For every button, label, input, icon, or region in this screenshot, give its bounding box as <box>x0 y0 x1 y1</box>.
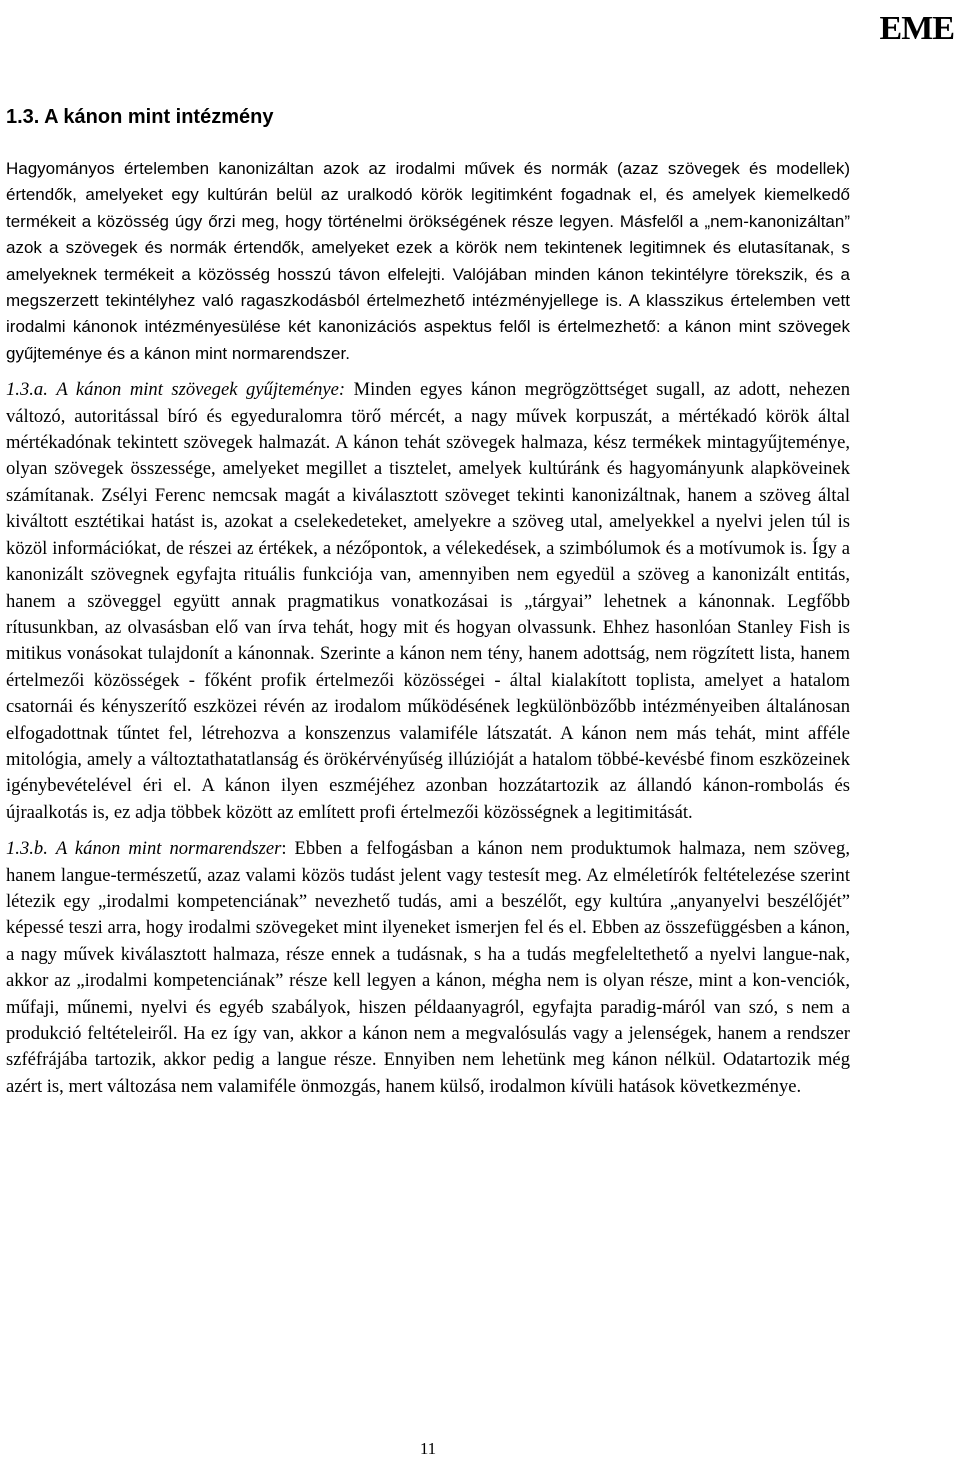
subsection-b-label: 1.3.b. <box>6 838 48 860</box>
publisher-logo: EME <box>879 10 954 47</box>
intro-paragraph <box>6 156 850 367</box>
intro-text-continued: Másfelől a „nem-kanonizáltan” azok a szövegek és normák értendők, amelyeket ezek a körök nem tekintenek legitimnek és elutasítanak, s amelyeknek termékeit a közösség hosszú távon elfelejti. Valójában minden kánon tekintélyre törekszik, és a megszerzett tekintélyhez való ragaszkodásból értelmezhető intézményjellege is. A klasszikus értelemben vett irodalmi kánonok intézményesülése két kanonizációs aspektus felől is értelmezhető: a kánon mint szövegek gyűjteménye és a kánon mint normarendszer. <box>6 211 850 363</box>
subsection-a-body: Minden egyes kánon megrögzöttséget sugall, az adott, nehezen változó, autoritással bíró és egyeduralomra törő mércét, a nagy művek korpuszát, a mértékadó körök által mértékadónak tekintett szövegek halmazát. A kánon tehát szövegek halmaza, kész termékek mintagyűjteménye, olyan szövegek összessége, amelyeket megillet a tisztelet, amelyek kultúránk és hagyományunk alapköveinek számítanak. Zsélyi Ferenc nemcsak magát a kiválasztott szöveget tekinti kanonizáltnak, hanem a szöveg által kiváltott esztétikai hatást is, azokat a cselekedeteket, amelyekre a szöveg utal, amelyekkel a nyelvi jelen túl is közöl információkat, de részei az értékek, a nézőpontok, a vélekedések, a szimbólumok és a motívumok is. Így a kanonizált szövegnek egyfajta rituális funkciója van, amennyiben nem egyedül a szöveg a kanonizált entitás, hanem a szöveggel együtt annak pragmatikus vonatkozásai is „tárgyai” lehetnek a kánonnak. Legfőbb rítusunkban, az olvasásban elő van írva tehát, hogy mit és hogyan olvassunk. Ehhez hasonlóan Stanley Fish is mitikus vonásokat tulajdonít a kánonnak. Szerinte a kánon nem tény, hanem adottság, nem rögzített lista, hanem értelmezői közösségek - főként profik értelmezői közösségei - által kialakított toplista, amelyet a hatalom csatornái és kényszerítő eszközei révén az irodalom működésének legkülönbözőbb intézményeiben általánosan elfogadottnak tűntet fel, létrehozva a konszenzus valamiféle látszatát. A kánon nem más tehát, mint afféle mitológia, amely a változtathatatlanság és örökérvényűség illúzióját a hatalom többé-kevésbé finom eszközeinek igénybevételével éri el. A kánon ilyen eszméjéhez azonban hozzátartozik az állandó kánon-rombolás és újraalkotás is, ez adja többek között az említett profi értelmezői közösségnek a legitimitását. <box>6 379 850 823</box>
page-number: 11 <box>419 1439 437 1458</box>
subsection-a-label: 1.3.a. <box>6 379 48 401</box>
intro-text: Hagyományos értelemben kanonizáltan azok az irodalmi művek és normák (azaz szövegek és modellek) értendők, amelyeket egy kultúrán belül az uralkodó körök legitimként fogadnak el, és amelyek kiemelkedő termékeit a közösség úgy őrzi meg, hogy történelmi örökségének része legyen. <box>6 159 850 231</box>
subsection-b-body: : Ebben a felfogásban a kánon nem produktumok halmaza, nem szöveg, hanem langue-természetű, azaz valami közös tudást jelent vagy testesít meg. Az elméletírók feltételezése szerint létezik egy „irodalmi kompetenciának” nevezhető tudás, ami a beszélőt, egy kultúra „anyanyelvi beszélőjét” képessé teszi arra, hogy irodalmi szövegeket mint ilyeneket ismerjen fel és el. Ebben az összefüggésben a kánon, a nagy művek kiválasztott halmaza, része ennek a tudásnak, s ha a tudás megfeleltethető a nyelvi langue-nak, akkor az „irodalmi kompetenciának” része kell legyen a kánon, mégha nem is olyan része, mint a kon-venciók, műfaji, műnemi, nyelvi és egyéb szabályok, hiszen példaanyagról, egyfajta paradig-máról van szó, s nem a produkció feltételeiről. Ha ez így van, akkor a kánon nem a megvalósulás vagy a jelenségek, hanem a rendszer szféfrájába tartozik, akkor pedig a langue része. Ennyiben nem lehetünk meg kánon nélkül. Odatartozik még azért is, mert változása nem valamiféle önmozgás, hanem külső, irodalmon kívüli hatások következménye. <box>6 838 851 1097</box>
subsection-b-paragraph <box>6 836 850 1100</box>
section-heading: 1.3. A kánon mint intézmény <box>6 106 274 128</box>
subsection-a-title: A kánon mint szövegek gyűjteménye: <box>56 379 346 401</box>
subsection-b-title: A kánon mint normarendszer <box>55 838 282 860</box>
document-page <box>6 104 850 1110</box>
subsection-a-paragraph <box>6 377 850 826</box>
